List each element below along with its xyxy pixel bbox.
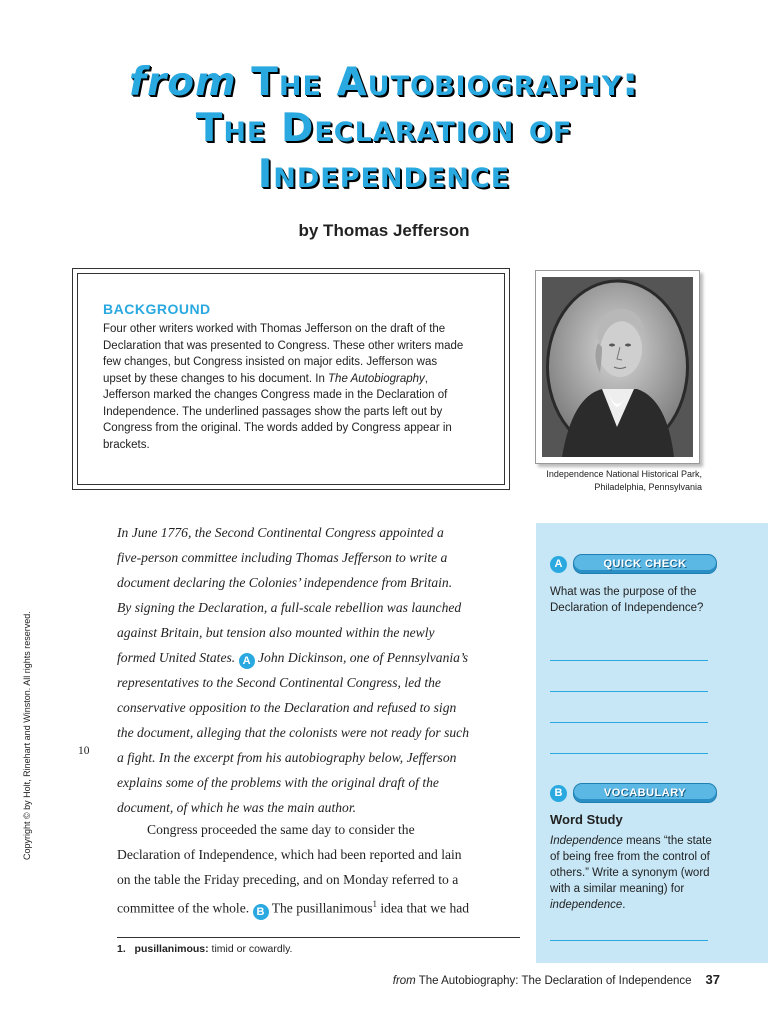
marker-b-icon[interactable]: B xyxy=(253,904,269,920)
vocabulary-prompt xyxy=(550,833,720,913)
vocabulary-label: VOCABULARY xyxy=(573,783,717,803)
jefferson-portrait xyxy=(535,270,700,464)
intro-line: In June 1776, the Second Continental Congress appointed a xyxy=(117,525,444,540)
vocab-text: means “the state of being free from the control of others.” Write a synonym (word with a similar meaning) for xyxy=(550,835,712,895)
portrait-caption xyxy=(520,468,702,494)
line-number: 10 xyxy=(78,745,90,757)
page-title xyxy=(0,60,768,198)
footnote-number: 1. xyxy=(117,943,126,955)
intro-line: representatives to the Second Continental Congress, led the xyxy=(117,675,441,690)
footnote-term: pusillanimous: xyxy=(134,943,209,955)
intro-line: document declaring the Colonies’ independence from Britain. xyxy=(117,575,453,590)
intro-line-part: John Dickinson, one of Pennsylvania’s xyxy=(258,650,469,665)
background-text xyxy=(103,321,468,453)
title-line1: The Autobiography: xyxy=(251,60,639,105)
main-line: Congress proceeded the same day to consider the xyxy=(147,822,415,837)
page-footer xyxy=(393,972,720,987)
footer-title: The Autobiography: The Declaration of Independence xyxy=(415,975,692,987)
intro-paragraph xyxy=(117,520,527,820)
marker-a-icon: A xyxy=(550,556,567,573)
page-number: 37 xyxy=(705,972,720,987)
title-from: from xyxy=(129,60,237,105)
marker-a-icon[interactable]: A xyxy=(239,653,255,669)
main-line: on the table the Friday preceding, and on Monday referred to a xyxy=(117,872,459,887)
main-line: Declaration of Independence, which had been reported and lain xyxy=(117,847,462,862)
footnote-divider xyxy=(117,937,520,938)
answer-line[interactable] xyxy=(550,722,708,723)
answer-line[interactable] xyxy=(550,940,708,941)
main-line-part: committee of the whole. xyxy=(117,900,250,916)
caption-line1: Independence National Historical Park, xyxy=(546,469,702,479)
answer-line[interactable] xyxy=(550,691,708,692)
background-heading: BACKGROUND xyxy=(103,301,211,317)
main-line-part: The pusillanimous xyxy=(271,900,373,916)
intro-line: the document, alleging that the colonists were not ready for such xyxy=(117,725,469,740)
background-text-italic: The Autobiography xyxy=(328,372,425,385)
background-box xyxy=(72,268,510,490)
intro-line: explains some of the problems with the original draft of the xyxy=(117,775,439,790)
byline: by Thomas Jefferson xyxy=(298,221,470,240)
intro-line: five-person committee including Thomas Jefferson to write a xyxy=(117,550,448,565)
title-line2: The Declaration of xyxy=(195,106,573,151)
intro-line: document, of which he was the main author. xyxy=(117,800,357,815)
copyright-notice: Copyright © by Holt, Rinehart and Winston. All rights reserved. xyxy=(22,611,32,860)
answer-line[interactable] xyxy=(550,660,708,661)
footnote xyxy=(117,943,292,955)
intro-line-part: formed United States. xyxy=(117,650,236,665)
footnote-definition: timid or cowardly. xyxy=(208,943,293,955)
intro-line: a fight. In the excerpt from his autobiography below, Jefferson xyxy=(117,750,457,765)
footnote-ref[interactable]: 1 xyxy=(372,899,377,909)
background-text-part: , Jefferson marked the changes Congress made in the Declaration of Independence. The underlined passages show the parts left out by Congress from the original. The words added by Congress appear in brackets. xyxy=(103,372,452,451)
sidebar xyxy=(536,523,768,963)
word-study-heading: Word Study xyxy=(550,812,623,827)
main-line-part: idea that we had xyxy=(377,900,470,916)
quick-check-header xyxy=(550,554,717,574)
intro-line: By signing the Declaration, a full-scale rebellion was launched xyxy=(117,600,462,615)
portrait-image xyxy=(542,277,693,457)
background-text-part: Four other writers worked with Thomas Jefferson on the draft of the Declaration that was presented to Congress. These other writers made few changes, but Congress insisted on major edits. Jefferson was upset by these changes to his document. In xyxy=(103,323,464,385)
caption-line2: Philadelphia, Pennsylvania xyxy=(594,482,702,492)
main-line xyxy=(117,892,527,921)
vocab-term: Independence xyxy=(550,835,623,847)
main-text xyxy=(117,817,527,921)
vocabulary-header xyxy=(550,783,717,803)
marker-b-icon: B xyxy=(550,785,567,802)
quick-check-question: What was the purpose of the Declaration of Independence? xyxy=(550,586,704,614)
quick-check-label: QUICK CHECK xyxy=(573,554,717,574)
intro-line: against Britain, but tension also mounted within the newly xyxy=(117,625,435,640)
answer-line[interactable] xyxy=(550,753,708,754)
intro-line xyxy=(117,645,527,670)
title-line3: Independence xyxy=(257,152,511,197)
vocab-text: . xyxy=(622,899,626,911)
vocab-term: independence xyxy=(550,899,623,911)
intro-line: conservative opposition to the Declaration and refused to sign xyxy=(117,700,457,715)
footer-from: from xyxy=(392,975,416,987)
